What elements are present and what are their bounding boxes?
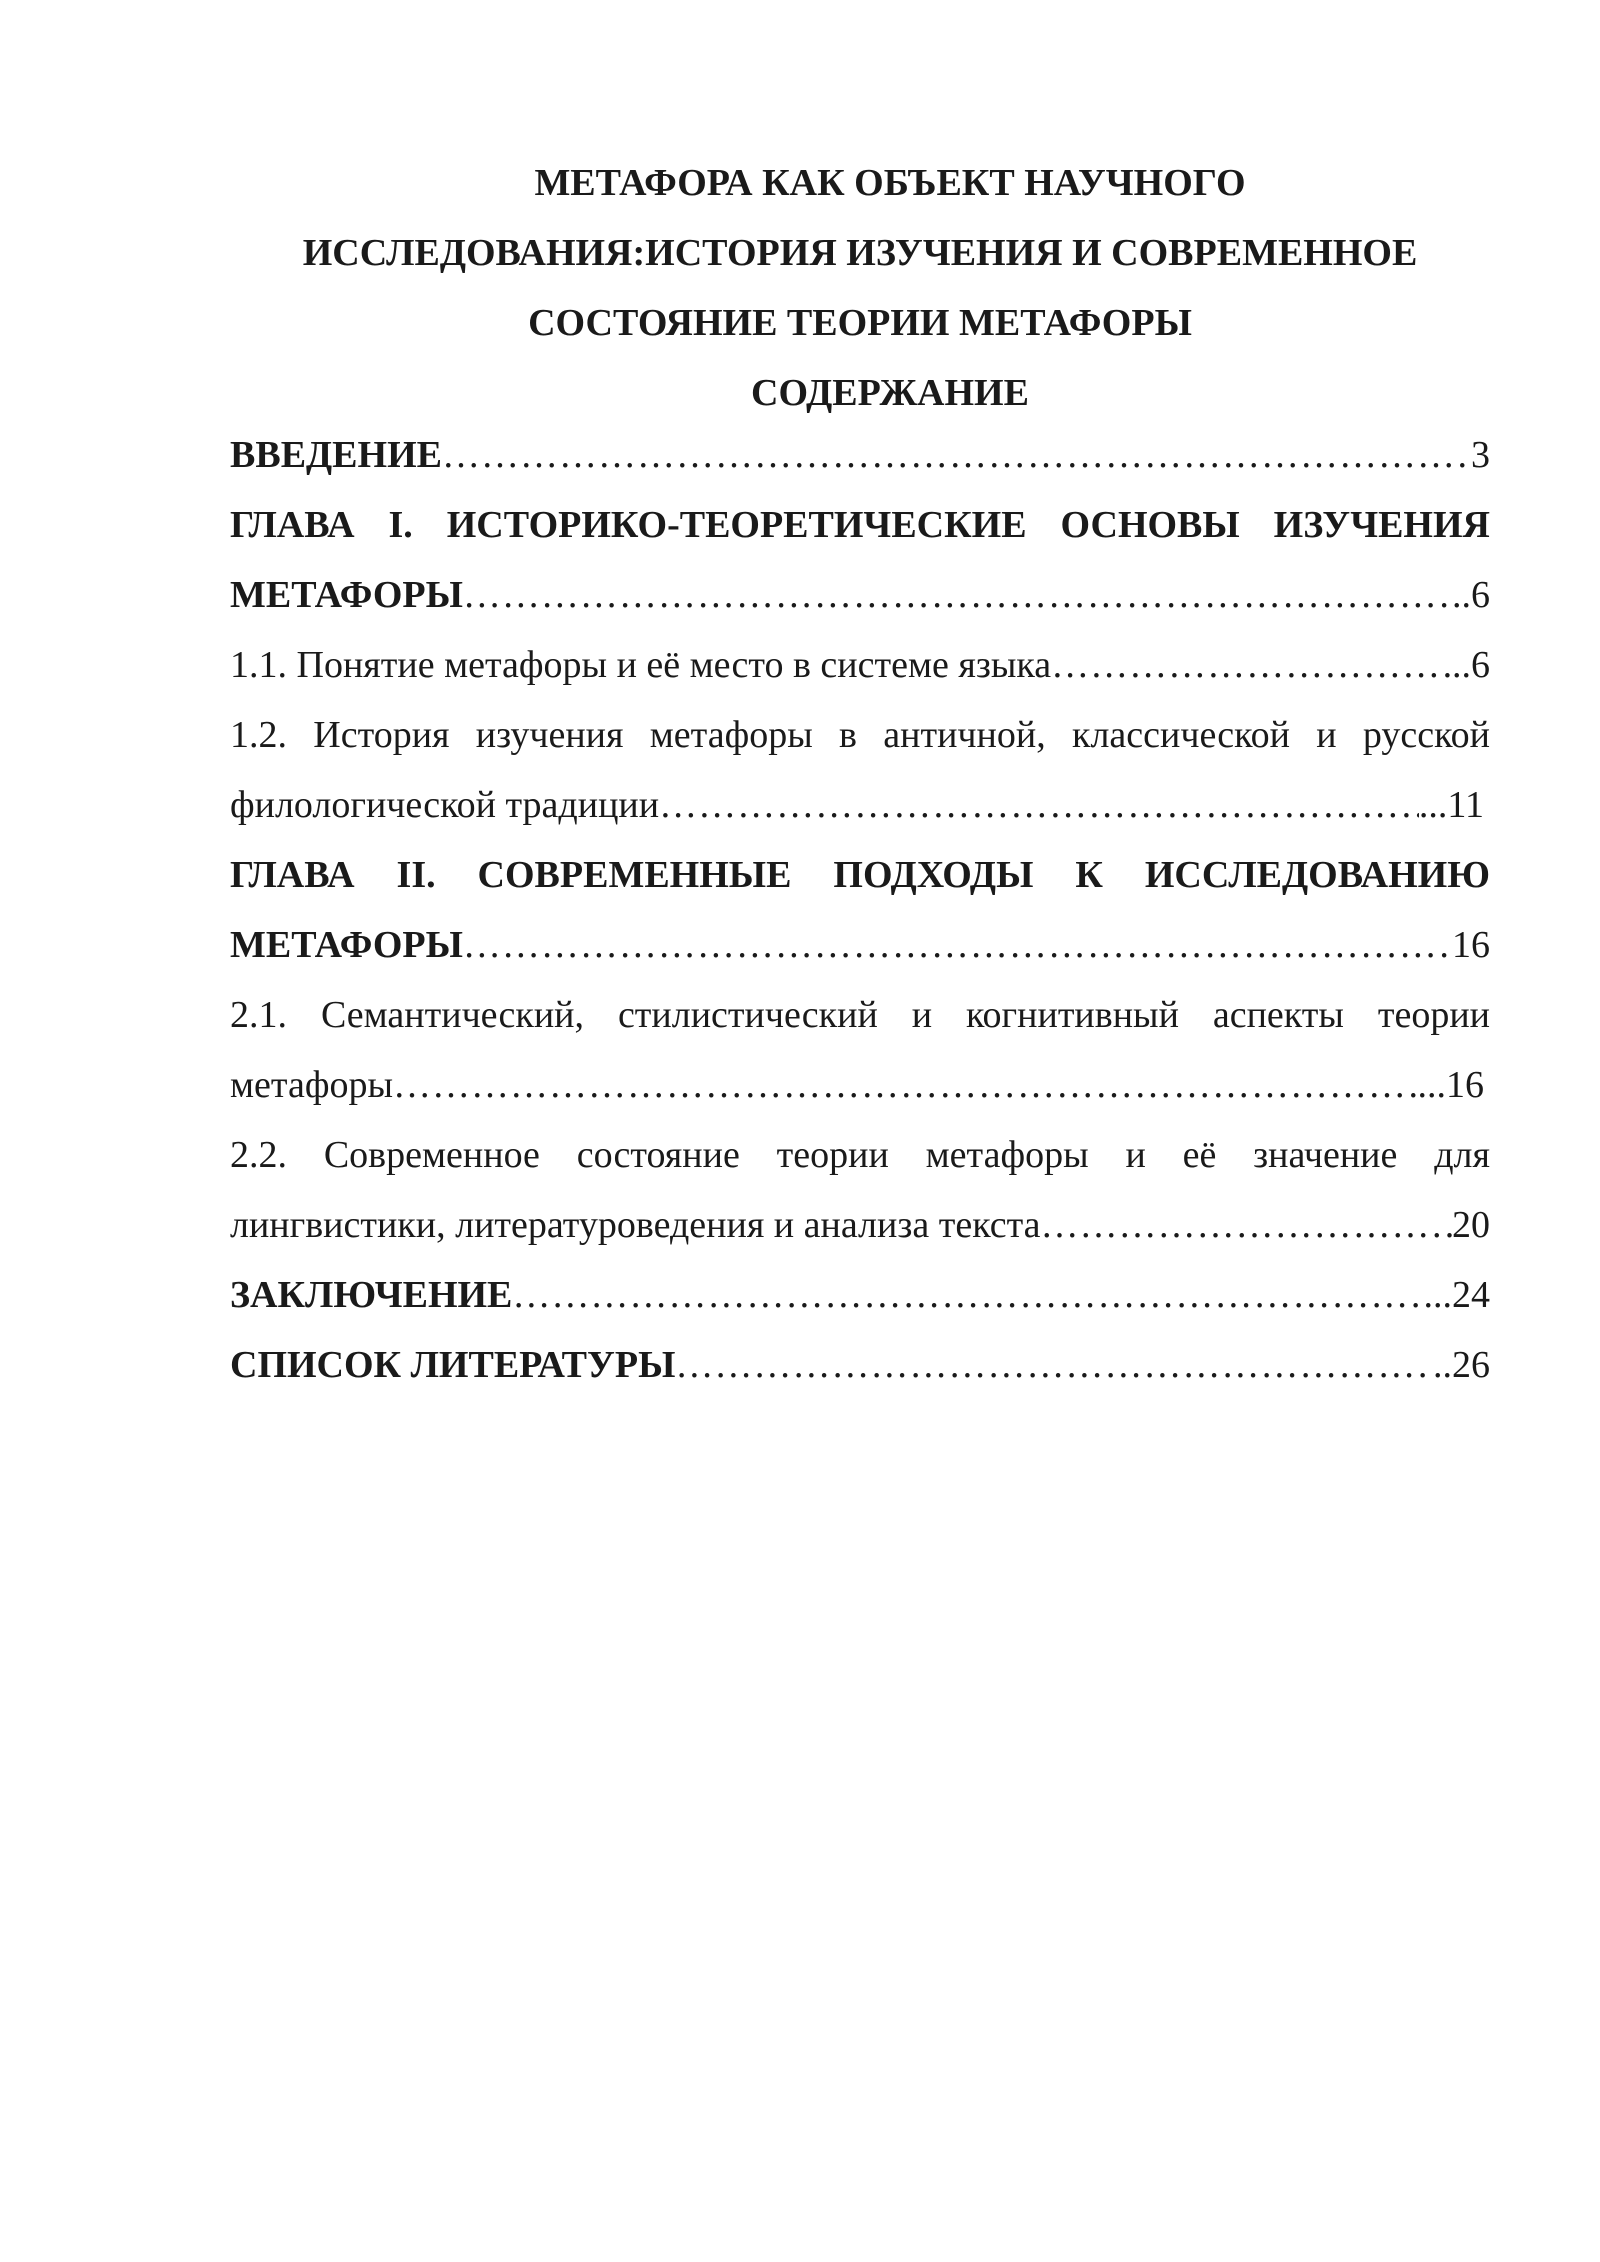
toc-page-number: ...11 (1418, 784, 1484, 826)
toc-entry-references (230, 1330, 1490, 1400)
toc-entry-chapter-1 (230, 560, 1490, 630)
toc-entry-chapter-2 (230, 910, 1490, 980)
toc-entry-section-2-1-line-1: 2.1. Семантический, стилистический и когнитивный аспекты теории (230, 994, 1490, 1036)
toc-leader-dots (659, 770, 1419, 840)
toc-entry-section-2-2-line-1: 2.2. Современное состояние теории метафоры и её значение для (230, 1134, 1490, 1176)
toc-entry-label: ЗАКЛЮЧЕНИЕ (230, 1274, 513, 1316)
toc-leader-dots (1041, 1190, 1452, 1260)
toc-page-number: ...24 (1423, 1274, 1490, 1316)
toc-leader-dots (675, 1330, 1433, 1400)
toc-leader-dots (393, 1050, 1417, 1120)
toc-entry-label: СПИСОК ЛИТЕРАТУРЫ (230, 1344, 676, 1386)
title-line-1: МЕТАФОРА КАК ОБЪЕКТ НАУЧНОГО (534, 162, 1246, 204)
toc-leader-dots (463, 560, 1452, 630)
title-line-2: ИССЛЕДОВАНИЯ:ИСТОРИЯ ИЗУЧЕНИЯ И СОВРЕМЕННОЕ (302, 232, 1418, 274)
toc-entry-label: метафоры (230, 1064, 394, 1106)
toc-page-number: ..6 (1452, 644, 1490, 686)
toc-entry-label: 1.1. Понятие метафоры и её место в системе языка (230, 644, 1052, 686)
table-of-contents (230, 420, 1490, 1400)
toc-entry-label: филологической традиции (230, 784, 660, 826)
toc-leader-dots (442, 420, 1471, 490)
toc-entry-introduction (230, 420, 1490, 490)
toc-entry-section-1-2-line-1: 1.2. История изучения метафоры в античной, классической и русской (230, 714, 1490, 756)
contents-heading: СОДЕРЖАНИЕ (751, 372, 1029, 414)
toc-page-number: 3 (1471, 434, 1490, 476)
toc-entry-section-2-2 (230, 1190, 1490, 1260)
toc-entry-label: МЕТАФОРЫ (230, 574, 463, 616)
toc-page-number: 16 (1452, 924, 1490, 966)
toc-page-number: ..26 (1433, 1344, 1490, 1386)
toc-leader-dots (512, 1260, 1423, 1330)
toc-entry-chapter-1-line-1: ГЛАВА I. ИСТОРИКО-ТЕОРЕТИЧЕСКИЕ ОСНОВЫ ИЗУЧЕНИЯ (230, 504, 1490, 546)
toc-entry-label: лингвистики, литературоведения и анализа текста (230, 1204, 1041, 1246)
toc-leader-dots (1051, 630, 1452, 700)
toc-entry-section-2-1 (230, 1050, 1490, 1120)
document-title (230, 148, 1490, 428)
toc-entry-section-1-2 (230, 770, 1490, 840)
toc-entry-conclusion (230, 1260, 1490, 1330)
title-line-3: СОСТОЯНИЕ ТЕОРИИ МЕТАФОРЫ (528, 302, 1192, 344)
toc-page-number: ..6 (1452, 574, 1490, 616)
toc-entry-section-1-1 (230, 630, 1490, 700)
toc-entry-label: МЕТАФОРЫ (230, 924, 463, 966)
toc-entry-chapter-2-line-1: ГЛАВА II. СОВРЕМЕННЫЕ ПОДХОДЫ К ИССЛЕДОВАНИЮ (230, 854, 1490, 896)
toc-page-number: ...16 (1417, 1064, 1484, 1106)
toc-entry-label: ВВЕДЕНИЕ (230, 434, 442, 476)
toc-leader-dots (463, 910, 1452, 980)
toc-page-number: 20 (1452, 1204, 1490, 1246)
